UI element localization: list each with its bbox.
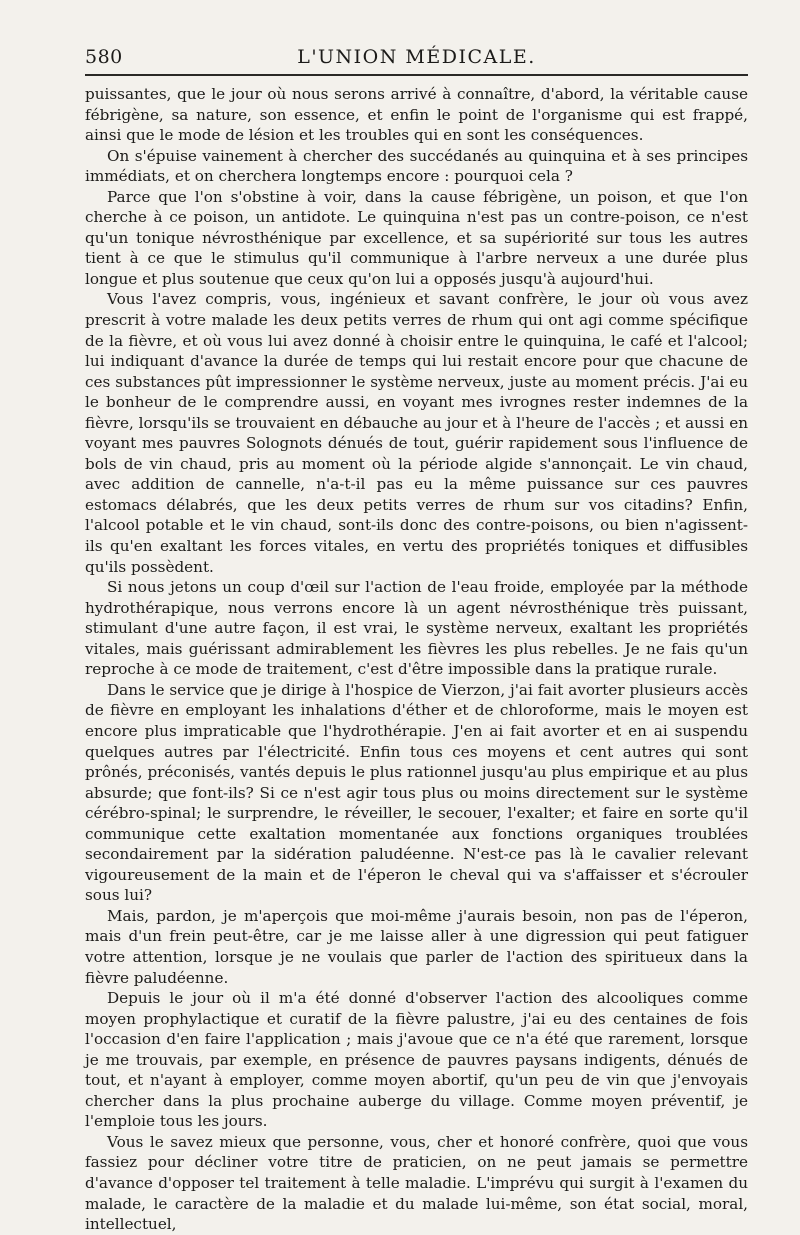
page-number: 580 (85, 46, 123, 68)
paragraph: Dans le service que je dirige à l'hospice de Vierzon, j'ai fait avorter plusieurs accès de fièvre en employant les inhalations d'éther et de chloroforme, mais le moyen est encore plus impraticable que l'hydrothérapie. J'en ai fait avorter et en ai suspendu quelques autres par l'électricité. Enfin tous ces moyens et cent autres qui sont prônés, préconisés, vantés depuis le plus rationnel jusqu'au plus empirique et au plus absurde; que font-ils? Si ce n'est agir tous plus ou moins directement sur le système cérébro-spinal; le surprendre, le réveiller, le secouer, l'exalter; et faire en sorte qu'il communique cette exaltation momentanée aux fonctions organiques troublées secondairement par la sidération paludéenne. N'est-ce pas là le cavalier relevant vigoureusement de la main et de l'éperon le cheval qui va s'affaisser et s'écrouler sous lui? (85, 680, 748, 905)
paragraph: puissantes, que le jour où nous serons arrivé à connaître, d'abord, la véritable cause fébrigène, sa nature, son essence, et enfin le point de l'organisme qui est frappé, ainsi que le mode de lésion et les troubles qui en sont les conséquences. (85, 85, 748, 145)
paragraph: Parce que l'on s'obstine à voir, dans la cause fébrigène, un poison, et que l'on cherche à ce poison, un antidote. Le quinquina n'est pas un contre-poison, ce n'est qu'un tonique névrosthénique par excellence, et sa supériorité sur tous les autres tient à ce que le stimulus qu'il communique à l'arbre nerveux a une durée plus longue et plus soutenue que ceux qu'on lui a opposés jusqu'à aujourd'hui. (85, 187, 748, 288)
article-body (85, 84, 748, 1235)
paragraph: Vous l'avez compris, vous, ingénieux et savant confrère, le jour où vous avez prescrit à votre malade les deux petits verres de rhum qui ont agi comme spécifique de la fièvre, et où vous lui avez donné à choisir entre le quinquina, le café et l'alcool; lui indiquant d'avance la durée de temps qui lui restait encore pour que chacune de ces substances pût impressionner le système nerveux, juste au moment précis. J'ai eu le bonheur de le comprendre aussi, en voyant mes ivrognes rester indemnes de la fièvre, lorsqu'ils se trouvaient en débauche au jour et à l'heure de l'accès ; et aussi en voyant mes pauvres Solognots dénués de tout, guérir rapidement sous l'influence de bols de vin chaud, pris au moment où la période algide s'annonçait. Le vin chaud, avec addition de cannelle, n'a-t-il pas eu la même puissance sur ces pauvres estomacs délabrés, que les deux petits verres de rhum sur vos citadins? Enfin, l'alcool potable et le vin chaud, sont-ils donc des contre-poisons, ou bien n'agissent-ils qu'en exaltant les forces vitales, en vertu des propriétés toniques et diffusibles qu'ils possèdent. (85, 290, 748, 576)
paragraph: On s'épuise vainement à chercher des succédanés au quinquina et à ses principes immédiats, et on cherchera longtemps encore : pourquoi cela ? (85, 146, 748, 186)
running-header (85, 46, 748, 76)
paragraph: Si nous jetons un coup d'œil sur l'action de l'eau froide, employée par la méthode hydrothérapique, nous verrons encore là un agent névrosthénique très puissant, stimulant d'une autre façon, il est vrai, le système nerveux, exaltant les propriétés vitales, mais guérissant admirablement les fièvres les plus rebelles. Je ne fais qu'un reproche à ce mode de traitement, c'est d'être impossible dans la pratique rurale. (85, 578, 748, 679)
paragraph: Depuis le jour où il m'a été donné d'observer l'action des alcooliques comme moyen prophylactique et curatif de la fièvre palustre, j'ai eu des centaines de fois l'occasion d'en faire l'application ; mais j'avoue que ce n'a été que rarement, lorsque je me trouvais, par exemple, en présence de pauvres paysans indigents, dénués de tout, et n'ayant à employer, comme moyen abortif, qu'un peu de vin que j'envoyais chercher dans la plus prochaine auberge du village. Comme moyen préventif, je l'emploie tous les jours. (85, 989, 748, 1131)
paragraph: Vous le savez mieux que personne, vous, cher et honoré confrère, quoi que vous fassiez pour décliner votre titre de praticien, on ne peut jamais se permettre d'avance d'opposer tel traitement à telle maladie. L'imprévu qui surgit à l'examen du malade, le caractère de la maladie et du malade lui-même, son état social, moral, intellectuel, (85, 1132, 748, 1234)
journal-title: L'UNION MÉDICALE. (297, 46, 536, 68)
paragraph: Mais, pardon, je m'aperçois que moi-même j'aurais besoin, non pas de l'éperon, mais d'un frein peut-être, car je me laisse aller à une digression qui peut fatiguer votre attention, lorsque je ne voulais que parler de l'action des spiritueux dans la fièvre paludéenne. (85, 906, 748, 987)
